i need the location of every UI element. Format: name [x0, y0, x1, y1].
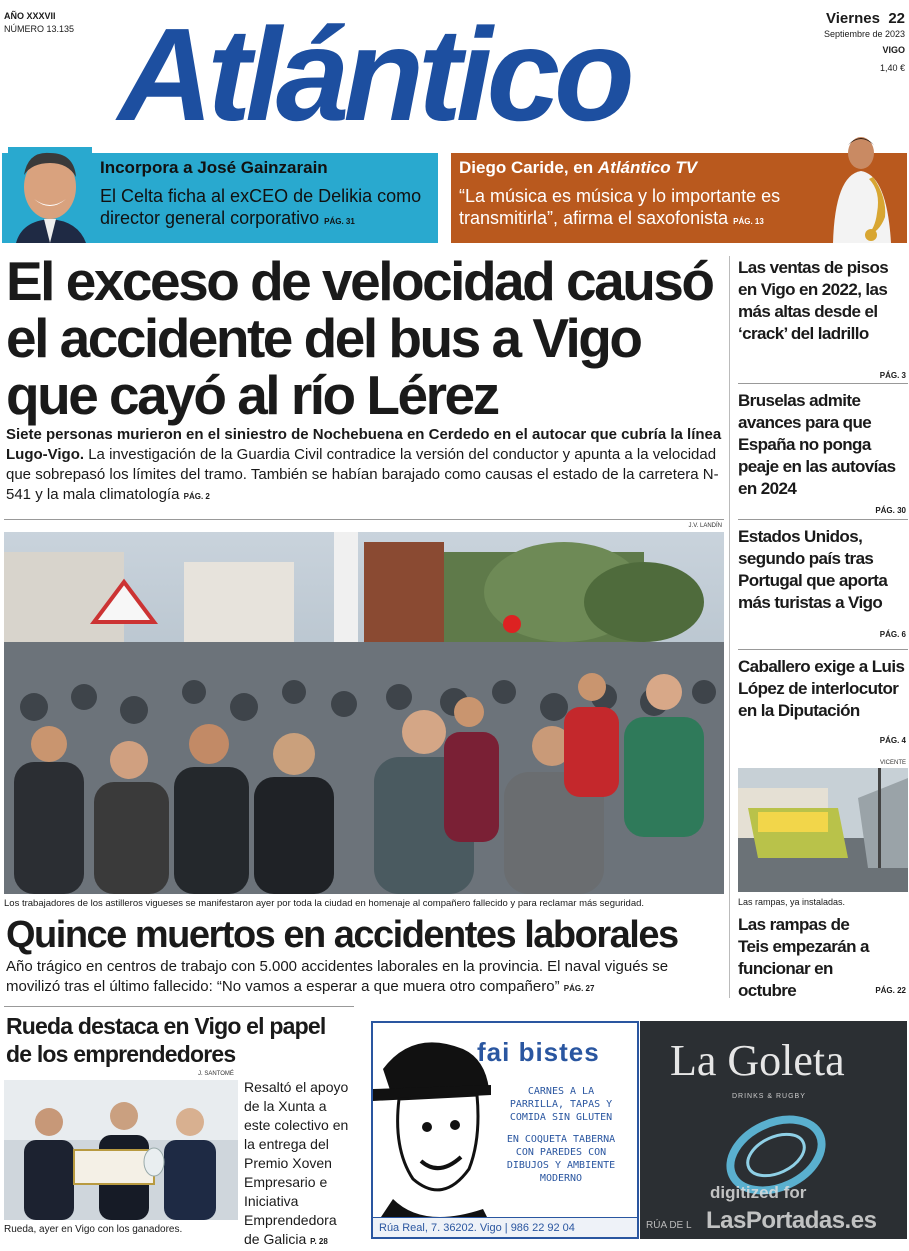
third-body — [244, 1078, 356, 1251]
second-page: PÁG. 27 — [563, 984, 595, 993]
masthead-info — [4, 10, 74, 36]
day-number: 22 — [888, 10, 905, 27]
second-deck-text: Año trágico en centros de trabajo con 5.000 accidentes laborales en la provincia. El naval vigués se movilizó tras el último fallecido: “No vamos a esperar a que muera otro compañero” — [6, 958, 669, 995]
sidebar-item[interactable] — [738, 656, 908, 756]
divider — [738, 649, 908, 650]
day-name: Viernes — [826, 10, 880, 27]
ad-left-line1: CARNES A LA PARRILLA, TAPAS Y COMIDA SIN GLUTEN — [509, 1086, 613, 1123]
sidebar-item[interactable] — [738, 760, 908, 1000]
main-photo-caption: Los trabajadores de los astilleros vigueses se manifestaron ayer por toda la ciudad en homenaje al compañero fallecido y para reclamar más seguridad. — [4, 898, 645, 909]
month-year: Septiembre de 2023 — [823, 29, 905, 39]
sidebar-item[interactable] — [738, 257, 908, 379]
main-photo-protest — [4, 532, 724, 894]
portrait-saxophonist — [821, 131, 905, 243]
ad-left-brand: fai bistes — [477, 1037, 600, 1067]
main-body: La investigación de la Guardia Civil contradice la versión del conductor y apunta a la velocidad que sobrepasó los límites del tramo. También se habían barajado como causas el estado de la carretera N-541 y la mala climatología — [6, 446, 719, 503]
sidebar-item[interactable] — [738, 390, 908, 520]
sidebar-item-page: PÁG. 6 — [879, 630, 906, 639]
sidebar-item-title: Estados Unidos, segundo país tras Portugal que aporta más turistas a Vigo — [738, 527, 888, 612]
teaser-right-brand: Atlántico TV — [597, 158, 698, 177]
sidebar-item-title: Caballero exige a Luis López de interlocutor en la Diputación — [738, 657, 905, 720]
divider — [738, 519, 908, 520]
second-deck — [6, 957, 726, 999]
third-headline[interactable]: Rueda destaca en Vigo el papel de los emprendedores — [6, 1013, 326, 1067]
ad-right-brand: La Goleta — [670, 1036, 845, 1085]
third-photo-award — [4, 1080, 238, 1220]
third-page: P. 28 — [310, 1237, 328, 1246]
divider — [4, 519, 724, 520]
teaser-left-title: Incorpora a José Gainzarain — [100, 158, 328, 177]
sidebar-item-page: PÁG. 4 — [879, 736, 906, 745]
teaser-right-text: “La música es música y lo importante es transmitirla”, afirma el saxofonista — [459, 186, 781, 228]
sidebar-divider — [729, 256, 730, 998]
watermark-line1: digitized for — [710, 1183, 807, 1202]
city: VIGO — [882, 45, 905, 55]
ad-left-line2: EN COQUETA TABERNA CON PAREDES CON DIBUJOS Y AMBIENTE MODERNO — [506, 1134, 616, 1184]
ad-fai-bistes[interactable] — [371, 1021, 639, 1239]
third-photo-credit: J. SANTOMÉ — [198, 1071, 234, 1077]
divider — [738, 383, 908, 384]
main-standfirst — [6, 425, 726, 507]
sidebar-photo-ramps — [738, 768, 908, 892]
main-page: PÁG. 2 — [183, 492, 210, 501]
issue-number: NÚMERO 13.135 — [4, 24, 75, 34]
caricature-illustration — [373, 1029, 493, 1229]
teaser-left-page: PÁG. 31 — [324, 217, 355, 226]
masthead-date — [824, 10, 905, 75]
second-headline[interactable]: Quince muertos en accidentes laborales — [6, 914, 678, 956]
teaser-right-title: Diego Caride, en — [459, 158, 598, 177]
divider — [4, 1006, 354, 1007]
sidebar-item-title: Las rampas de Teis empezarán a funcionar en octubre — [738, 915, 869, 1000]
sidebar-item[interactable] — [738, 526, 908, 646]
sidebar-photo-caption: Las rampas, ya instaladas. — [738, 897, 846, 907]
sidebar-item-title: Bruselas admite avances para que España no ponga peaje en las autovías en 2024 — [738, 391, 896, 498]
sidebar-item-title: Las ventas de pisos en Vigo en 2022, las más altas desde el ‘crack’ del ladrillo — [738, 258, 889, 343]
teaser-atlantico-tv[interactable] — [451, 153, 907, 243]
portrait-gainzarain — [8, 147, 92, 243]
ad-right-tagline: DRINKS & RUGBY — [732, 1093, 806, 1100]
third-body-text: Resaltó el apoyo de la Xunta a este colectivo en la entrega del Premio Xoven Empresario e Iniciativa Emprendedora de Galicia — [244, 1079, 349, 1247]
ad-left-address: Rúa Real, 7. 36202. Vigo | 986 22 92 04 — [373, 1217, 637, 1237]
ad-right-address: RÚA DE L — [646, 1220, 692, 1231]
sidebar-item-page: PÁG. 22 — [875, 986, 906, 995]
price: 1,40 € — [879, 63, 905, 73]
edition: AÑO XXXVII — [4, 11, 56, 21]
main-headline[interactable]: El exceso de velocidad causó el accidente del bus a Vigo que cayó al río Lérez — [6, 250, 713, 426]
main-photo-credit: J.V. LANDÍN — [688, 523, 722, 529]
third-photo-caption: Rueda, ayer en Vigo con los ganadores. — [4, 1224, 183, 1235]
sidebar-photo-credit: VICENTE — [879, 760, 906, 766]
teaser-right-page: PÁG. 13 — [733, 217, 764, 226]
sidebar-item-page: PÁG. 3 — [879, 371, 906, 380]
watermark-line2: LasPortadas.es — [706, 1207, 877, 1234]
teaser-left-text: El Celta ficha al exCEO de Delikia como director general corporativo — [100, 186, 422, 228]
ad-la-goleta[interactable] — [640, 1021, 907, 1239]
teaser-celta[interactable] — [2, 153, 438, 243]
newspaper-logo[interactable]: Atlántico — [118, 1, 629, 148]
main-lead: Siete personas murieron en el siniestro de Nochebuena en Cerdedo en el autocar que cubría la línea Lugo-Vigo. — [6, 426, 722, 463]
sidebar-item-page: PÁG. 30 — [875, 506, 906, 515]
